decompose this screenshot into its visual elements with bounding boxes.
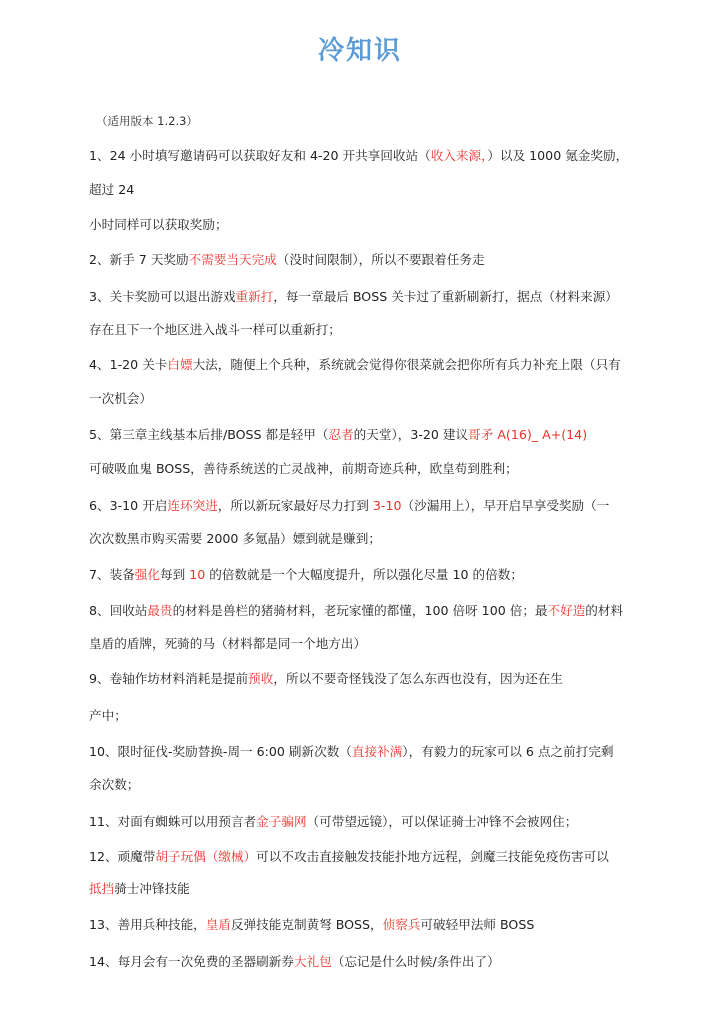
- tip-text: 2、新手 7 天奖励: [89, 252, 189, 267]
- tip-text: 超过 24: [89, 182, 135, 197]
- version-note: （适用版本 1.2.3）: [96, 114, 198, 128]
- tip-text: 的材料: [585, 603, 624, 618]
- tip-text: 大法，随便上个兵种，系统就会觉得你很菜就会把你所有兵力补充上限（只有: [192, 357, 621, 372]
- tip-line: [89, 743, 649, 761]
- tip-line: [89, 813, 649, 831]
- highlight-text: 金子骗网: [256, 814, 307, 829]
- tip-text: 14、每月会有一次免费的圣器刷新券: [89, 954, 294, 969]
- tip-line: [89, 147, 649, 165]
- tip-line: [89, 635, 649, 653]
- tip-text: 12、顽魔带: [89, 849, 156, 864]
- highlight-text: 白嫖: [167, 357, 193, 372]
- highlight-text: 3-10: [372, 498, 402, 513]
- tip-text: 9、卷轴作坊材料消耗是提前: [89, 671, 249, 686]
- tip-text: （没时间限制），所以不要跟着任务走: [276, 252, 485, 267]
- highlight-text: 收入来源，: [430, 148, 488, 163]
- tip-text: 产中；: [89, 708, 127, 723]
- tip-text: 的天堂），3-20 建议: [353, 427, 469, 442]
- tip-text: 存在且下一个地区进入战斗一样可以重新打；: [89, 322, 341, 337]
- tip-line: [89, 426, 649, 444]
- tip-line: [89, 916, 649, 934]
- tip-text: 7、装备: [89, 567, 135, 582]
- tip-line: [89, 216, 649, 234]
- tip-text: 一次机会）: [89, 391, 152, 406]
- tip-text: 可破轻甲法师 BOSS: [420, 917, 535, 932]
- tip-text: 余次数；: [89, 777, 140, 792]
- tip-text: 小时同样可以获取奖励；: [89, 217, 228, 232]
- tip-text: 13、善用兵种技能，: [89, 917, 206, 932]
- tip-text: 10、限时征伐-奖励替换-周一 6:00 刷新次数（: [89, 744, 352, 759]
- tip-line: [89, 251, 649, 269]
- tip-line: [89, 602, 649, 620]
- tip-text: ，每一章最后 BOSS 关卡过了重新刷新打，据点（材料来源）: [273, 289, 618, 304]
- highlight-text: 忍者: [328, 427, 354, 442]
- tip-line: [89, 707, 649, 725]
- tip-text: 8、回收站: [89, 603, 148, 618]
- tip-line: [89, 390, 649, 408]
- highlight-text: 最贵: [147, 603, 173, 618]
- highlight-text: 胡子玩偶（缴械）: [155, 849, 257, 864]
- tip-line: [89, 670, 649, 688]
- highlight-text: 哥矛 A(16)_ A+(14): [468, 427, 588, 442]
- highlight-text: 预收: [248, 671, 274, 686]
- tip-line: [89, 321, 649, 339]
- tip-line: [89, 566, 649, 584]
- highlight-text: 直接补满: [351, 744, 403, 759]
- tip-text: 的材料是兽栏的猪骑材料，老玩家懂的都懂，100 倍呀 100 倍；最: [172, 603, 548, 618]
- tip-text: 3、关卡奖励可以退出游戏: [89, 289, 236, 304]
- tip-line: [89, 181, 649, 199]
- tip-text: （沙漏用上），早开启早享受奖励（一: [401, 498, 610, 513]
- tip-text: ），有毅力的玩家可以 6 点之前打完剩: [402, 744, 614, 759]
- tip-line: [89, 776, 649, 794]
- tip-text: 皇盾的盾牌，死骑的马（材料都是同一个地方出）: [89, 636, 367, 651]
- tip-text: （可带望远镜），可以保证骑士冲锋不会被网住；: [306, 814, 578, 829]
- tip-text: 5、第三章主线基本后排/BOSS 都是轻甲（: [89, 427, 329, 442]
- tip-line: [89, 460, 649, 478]
- highlight-text: 强化: [134, 567, 160, 582]
- tip-text: 4、1-20 关卡: [89, 357, 168, 372]
- tip-text: ）以及 1000 氪金奖励，: [487, 148, 629, 163]
- tip-text: 骑士冲锋技能: [114, 881, 190, 896]
- tip-line: [89, 848, 649, 866]
- highlight-text: 侦察兵: [382, 917, 421, 932]
- tip-line: [89, 530, 649, 548]
- tip-text: 反弹技能克制黄弩 BOSS，: [230, 917, 383, 932]
- tip-text: 6、3-10 开启: [89, 498, 168, 513]
- tip-text: 次次数黑市购买需要 2000 多氪晶）嫖到就是赚到；: [89, 531, 381, 546]
- tip-text: 每到: [159, 567, 190, 582]
- highlight-text: 抵挡: [89, 881, 115, 896]
- highlight-text: 重新打: [235, 289, 274, 304]
- tip-line: [89, 497, 649, 515]
- tip-text: 可以不攻击直接触发技能扑地方远程，剑魔三技能免疫伤害可以: [256, 849, 609, 864]
- tip-text: 的倍数就是一个大幅度提升，所以强化尽量 10 的倍数；: [205, 567, 523, 582]
- highlight-text: 大礼包: [293, 954, 332, 969]
- tip-text: 1、24 小时填写邀请码可以获取好友和 4-20 开共享回收站（: [89, 148, 431, 163]
- tip-line: [89, 953, 649, 971]
- highlight-text: 不好造: [547, 603, 586, 618]
- tip-text: 可破吸血鬼 BOSS，善待系统送的亡灵战神，前期奇迹兵种，欧皇苟到胜利；: [89, 461, 518, 476]
- tip-text: ，所以新玩家最好尽力打到: [217, 498, 373, 513]
- document-title: 冷知识: [317, 36, 402, 66]
- tip-text: ，所以不要奇怪钱没了怎么东西也没有，因为还在生: [273, 671, 563, 686]
- highlight-text: 连环突进: [167, 498, 218, 513]
- highlight-text: 皇盾: [205, 917, 231, 932]
- tip-line: [89, 288, 649, 306]
- highlight-text: 10: [189, 567, 206, 582]
- tip-text: （忘记是什么时候/条件出了）: [331, 954, 500, 969]
- tip-line: [89, 356, 649, 374]
- tip-line: [89, 880, 649, 898]
- highlight-text: 不需要当天完成: [188, 252, 277, 267]
- tip-text: 11、对面有蜘蛛可以用预言者: [89, 814, 257, 829]
